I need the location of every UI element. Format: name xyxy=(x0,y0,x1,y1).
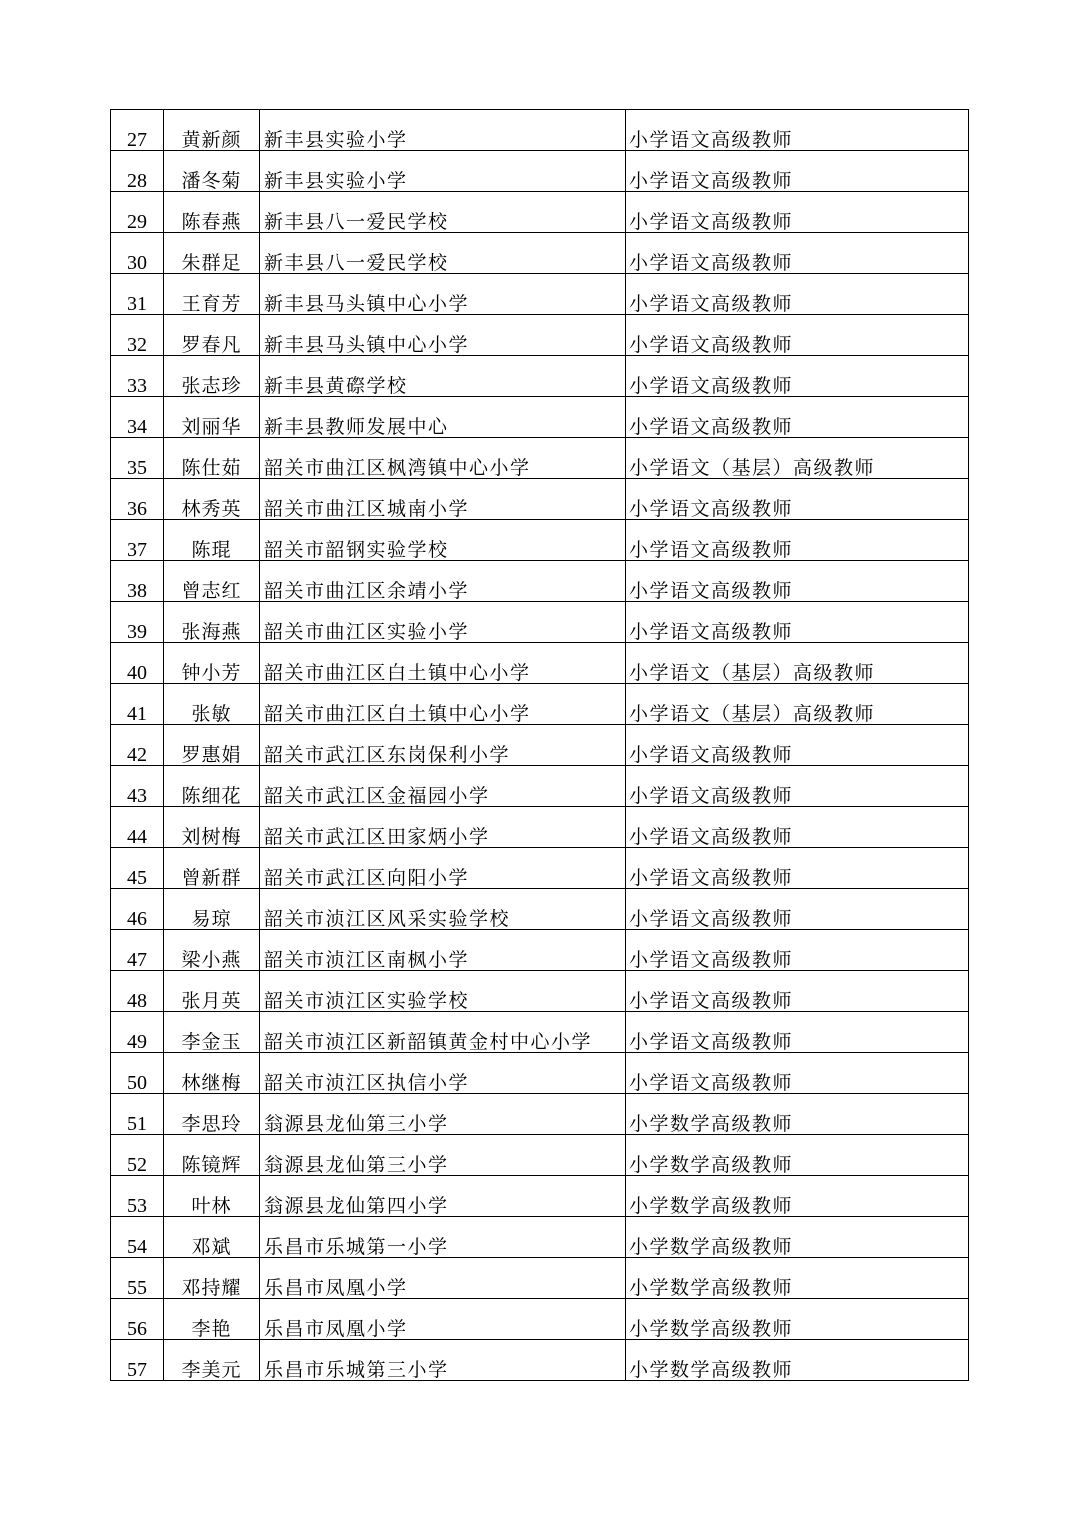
school-name-cell: 乐昌市凤凰小学 xyxy=(260,1258,626,1299)
teacher-name-cell: 陈春燕 xyxy=(164,192,260,233)
table-row xyxy=(111,971,969,1012)
row-number-cell: 33 xyxy=(111,356,164,397)
teacher-name-cell: 刘丽华 xyxy=(164,397,260,438)
teacher-name-cell: 陈仕茹 xyxy=(164,438,260,479)
table-row xyxy=(111,1258,969,1299)
row-number-cell: 29 xyxy=(111,192,164,233)
school-name-cell: 韶关市曲江区枫湾镇中心小学 xyxy=(260,438,626,479)
row-number-cell: 36 xyxy=(111,479,164,520)
row-number-cell: 46 xyxy=(111,889,164,930)
row-number-cell: 42 xyxy=(111,725,164,766)
school-name-cell: 韶关市武江区金福园小学 xyxy=(260,766,626,807)
teacher-name-cell: 陈细花 xyxy=(164,766,260,807)
row-number-cell: 32 xyxy=(111,315,164,356)
teacher-roster-table xyxy=(110,109,969,1381)
school-name-cell: 新丰县实验小学 xyxy=(260,151,626,192)
school-name-cell: 翁源县龙仙第四小学 xyxy=(260,1176,626,1217)
professional-title-cell: 小学语文高级教师 xyxy=(626,110,969,151)
table-row xyxy=(111,725,969,766)
school-name-cell: 新丰县马头镇中心小学 xyxy=(260,274,626,315)
professional-title-cell: 小学语文高级教师 xyxy=(626,930,969,971)
teacher-name-cell: 梁小燕 xyxy=(164,930,260,971)
professional-title-cell: 小学语文高级教师 xyxy=(626,889,969,930)
row-number-cell: 51 xyxy=(111,1094,164,1135)
teacher-name-cell: 张志珍 xyxy=(164,356,260,397)
teacher-name-cell: 李思玲 xyxy=(164,1094,260,1135)
teacher-name-cell: 朱群足 xyxy=(164,233,260,274)
professional-title-cell: 小学语文高级教师 xyxy=(626,192,969,233)
teacher-name-cell: 叶林 xyxy=(164,1176,260,1217)
professional-title-cell: 小学数学高级教师 xyxy=(626,1217,969,1258)
teacher-name-cell: 王育芳 xyxy=(164,274,260,315)
school-name-cell: 乐昌市凤凰小学 xyxy=(260,1299,626,1340)
teacher-name-cell: 刘树梅 xyxy=(164,807,260,848)
professional-title-cell: 小学语文高级教师 xyxy=(626,479,969,520)
row-number-cell: 37 xyxy=(111,520,164,561)
teacher-name-cell: 李艳 xyxy=(164,1299,260,1340)
school-name-cell: 新丰县教师发展中心 xyxy=(260,397,626,438)
professional-title-cell: 小学语文高级教师 xyxy=(626,971,969,1012)
teacher-name-cell: 曾新群 xyxy=(164,848,260,889)
professional-title-cell: 小学语文高级教师 xyxy=(626,397,969,438)
school-name-cell: 韶关市浈江区新韶镇黄金村中心小学 xyxy=(260,1012,626,1053)
table-row xyxy=(111,1217,969,1258)
teacher-name-cell: 林继梅 xyxy=(164,1053,260,1094)
table-row xyxy=(111,397,969,438)
professional-title-cell: 小学语文（基层）高级教师 xyxy=(626,643,969,684)
teacher-name-cell: 罗惠娟 xyxy=(164,725,260,766)
table-row xyxy=(111,192,969,233)
school-name-cell: 韶关市曲江区余靖小学 xyxy=(260,561,626,602)
table-row xyxy=(111,930,969,971)
professional-title-cell: 小学数学高级教师 xyxy=(626,1340,969,1381)
table-row xyxy=(111,479,969,520)
row-number-cell: 34 xyxy=(111,397,164,438)
row-number-cell: 57 xyxy=(111,1340,164,1381)
table-row xyxy=(111,561,969,602)
table-row xyxy=(111,848,969,889)
professional-title-cell: 小学语文高级教师 xyxy=(626,315,969,356)
professional-title-cell: 小学语文高级教师 xyxy=(626,520,969,561)
school-name-cell: 韶关市韶钢实验学校 xyxy=(260,520,626,561)
teacher-name-cell: 李美元 xyxy=(164,1340,260,1381)
row-number-cell: 31 xyxy=(111,274,164,315)
school-name-cell: 韶关市浈江区南枫小学 xyxy=(260,930,626,971)
school-name-cell: 韶关市曲江区白土镇中心小学 xyxy=(260,684,626,725)
table-row xyxy=(111,684,969,725)
professional-title-cell: 小学语文高级教师 xyxy=(626,1012,969,1053)
table-row xyxy=(111,151,969,192)
professional-title-cell: 小学语文高级教师 xyxy=(626,766,969,807)
teacher-name-cell: 曾志红 xyxy=(164,561,260,602)
table-row xyxy=(111,233,969,274)
teacher-name-cell: 张敏 xyxy=(164,684,260,725)
teacher-name-cell: 李金玉 xyxy=(164,1012,260,1053)
professional-title-cell: 小学语文高级教师 xyxy=(626,356,969,397)
row-number-cell: 41 xyxy=(111,684,164,725)
teacher-name-cell: 潘冬菊 xyxy=(164,151,260,192)
table-row xyxy=(111,1299,969,1340)
row-number-cell: 56 xyxy=(111,1299,164,1340)
school-name-cell: 新丰县黄磜学校 xyxy=(260,356,626,397)
professional-title-cell: 小学数学高级教师 xyxy=(626,1258,969,1299)
row-number-cell: 38 xyxy=(111,561,164,602)
school-name-cell: 韶关市曲江区白土镇中心小学 xyxy=(260,643,626,684)
row-number-cell: 30 xyxy=(111,233,164,274)
professional-title-cell: 小学数学高级教师 xyxy=(626,1135,969,1176)
school-name-cell: 新丰县实验小学 xyxy=(260,110,626,151)
teacher-name-cell: 罗春凡 xyxy=(164,315,260,356)
roster-table-body xyxy=(111,110,969,1381)
teacher-name-cell: 张海燕 xyxy=(164,602,260,643)
row-number-cell: 28 xyxy=(111,151,164,192)
school-name-cell: 乐昌市乐城第三小学 xyxy=(260,1340,626,1381)
professional-title-cell: 小学语文高级教师 xyxy=(626,807,969,848)
table-row xyxy=(111,438,969,479)
row-number-cell: 35 xyxy=(111,438,164,479)
school-name-cell: 翁源县龙仙第三小学 xyxy=(260,1135,626,1176)
professional-title-cell: 小学语文（基层）高级教师 xyxy=(626,684,969,725)
row-number-cell: 54 xyxy=(111,1217,164,1258)
table-row xyxy=(111,356,969,397)
row-number-cell: 53 xyxy=(111,1176,164,1217)
row-number-cell: 49 xyxy=(111,1012,164,1053)
school-name-cell: 韶关市武江区东岗保利小学 xyxy=(260,725,626,766)
row-number-cell: 45 xyxy=(111,848,164,889)
table-row xyxy=(111,1176,969,1217)
professional-title-cell: 小学数学高级教师 xyxy=(626,1094,969,1135)
school-name-cell: 韶关市曲江区实验小学 xyxy=(260,602,626,643)
table-row xyxy=(111,602,969,643)
teacher-name-cell: 陈镜辉 xyxy=(164,1135,260,1176)
professional-title-cell: 小学语文（基层）高级教师 xyxy=(626,438,969,479)
table-row xyxy=(111,1340,969,1381)
professional-title-cell: 小学语文高级教师 xyxy=(626,725,969,766)
professional-title-cell: 小学语文高级教师 xyxy=(626,602,969,643)
table-row xyxy=(111,1053,969,1094)
professional-title-cell: 小学语文高级教师 xyxy=(626,1053,969,1094)
professional-title-cell: 小学数学高级教师 xyxy=(626,1299,969,1340)
teacher-name-cell: 林秀英 xyxy=(164,479,260,520)
teacher-name-cell: 张月英 xyxy=(164,971,260,1012)
school-name-cell: 乐昌市乐城第一小学 xyxy=(260,1217,626,1258)
table-row xyxy=(111,643,969,684)
table-row xyxy=(111,1012,969,1053)
row-number-cell: 43 xyxy=(111,766,164,807)
table-row xyxy=(111,807,969,848)
row-number-cell: 47 xyxy=(111,930,164,971)
school-name-cell: 新丰县八一爱民学校 xyxy=(260,192,626,233)
school-name-cell: 韶关市浈江区风采实验学校 xyxy=(260,889,626,930)
row-number-cell: 39 xyxy=(111,602,164,643)
table-row xyxy=(111,1094,969,1135)
professional-title-cell: 小学语文高级教师 xyxy=(626,274,969,315)
row-number-cell: 52 xyxy=(111,1135,164,1176)
teacher-name-cell: 陈琨 xyxy=(164,520,260,561)
school-name-cell: 新丰县八一爱民学校 xyxy=(260,233,626,274)
table-row xyxy=(111,520,969,561)
table-row xyxy=(111,315,969,356)
row-number-cell: 40 xyxy=(111,643,164,684)
school-name-cell: 韶关市武江区田家炳小学 xyxy=(260,807,626,848)
table-row xyxy=(111,274,969,315)
row-number-cell: 48 xyxy=(111,971,164,1012)
teacher-name-cell: 易琼 xyxy=(164,889,260,930)
professional-title-cell: 小学语文高级教师 xyxy=(626,233,969,274)
school-name-cell: 新丰县马头镇中心小学 xyxy=(260,315,626,356)
school-name-cell: 韶关市浈江区实验学校 xyxy=(260,971,626,1012)
teacher-name-cell: 钟小芳 xyxy=(164,643,260,684)
teacher-name-cell: 邓持耀 xyxy=(164,1258,260,1299)
school-name-cell: 韶关市武江区向阳小学 xyxy=(260,848,626,889)
professional-title-cell: 小学语文高级教师 xyxy=(626,151,969,192)
school-name-cell: 韶关市浈江区执信小学 xyxy=(260,1053,626,1094)
teacher-name-cell: 邓斌 xyxy=(164,1217,260,1258)
teacher-name-cell: 黄新颜 xyxy=(164,110,260,151)
table-row xyxy=(111,1135,969,1176)
row-number-cell: 27 xyxy=(111,110,164,151)
table-row xyxy=(111,766,969,807)
table-row xyxy=(111,889,969,930)
professional-title-cell: 小学数学高级教师 xyxy=(626,1176,969,1217)
row-number-cell: 44 xyxy=(111,807,164,848)
professional-title-cell: 小学语文高级教师 xyxy=(626,561,969,602)
school-name-cell: 翁源县龙仙第三小学 xyxy=(260,1094,626,1135)
professional-title-cell: 小学语文高级教师 xyxy=(626,848,969,889)
row-number-cell: 50 xyxy=(111,1053,164,1094)
row-number-cell: 55 xyxy=(111,1258,164,1299)
table-row xyxy=(111,110,969,151)
school-name-cell: 韶关市曲江区城南小学 xyxy=(260,479,626,520)
